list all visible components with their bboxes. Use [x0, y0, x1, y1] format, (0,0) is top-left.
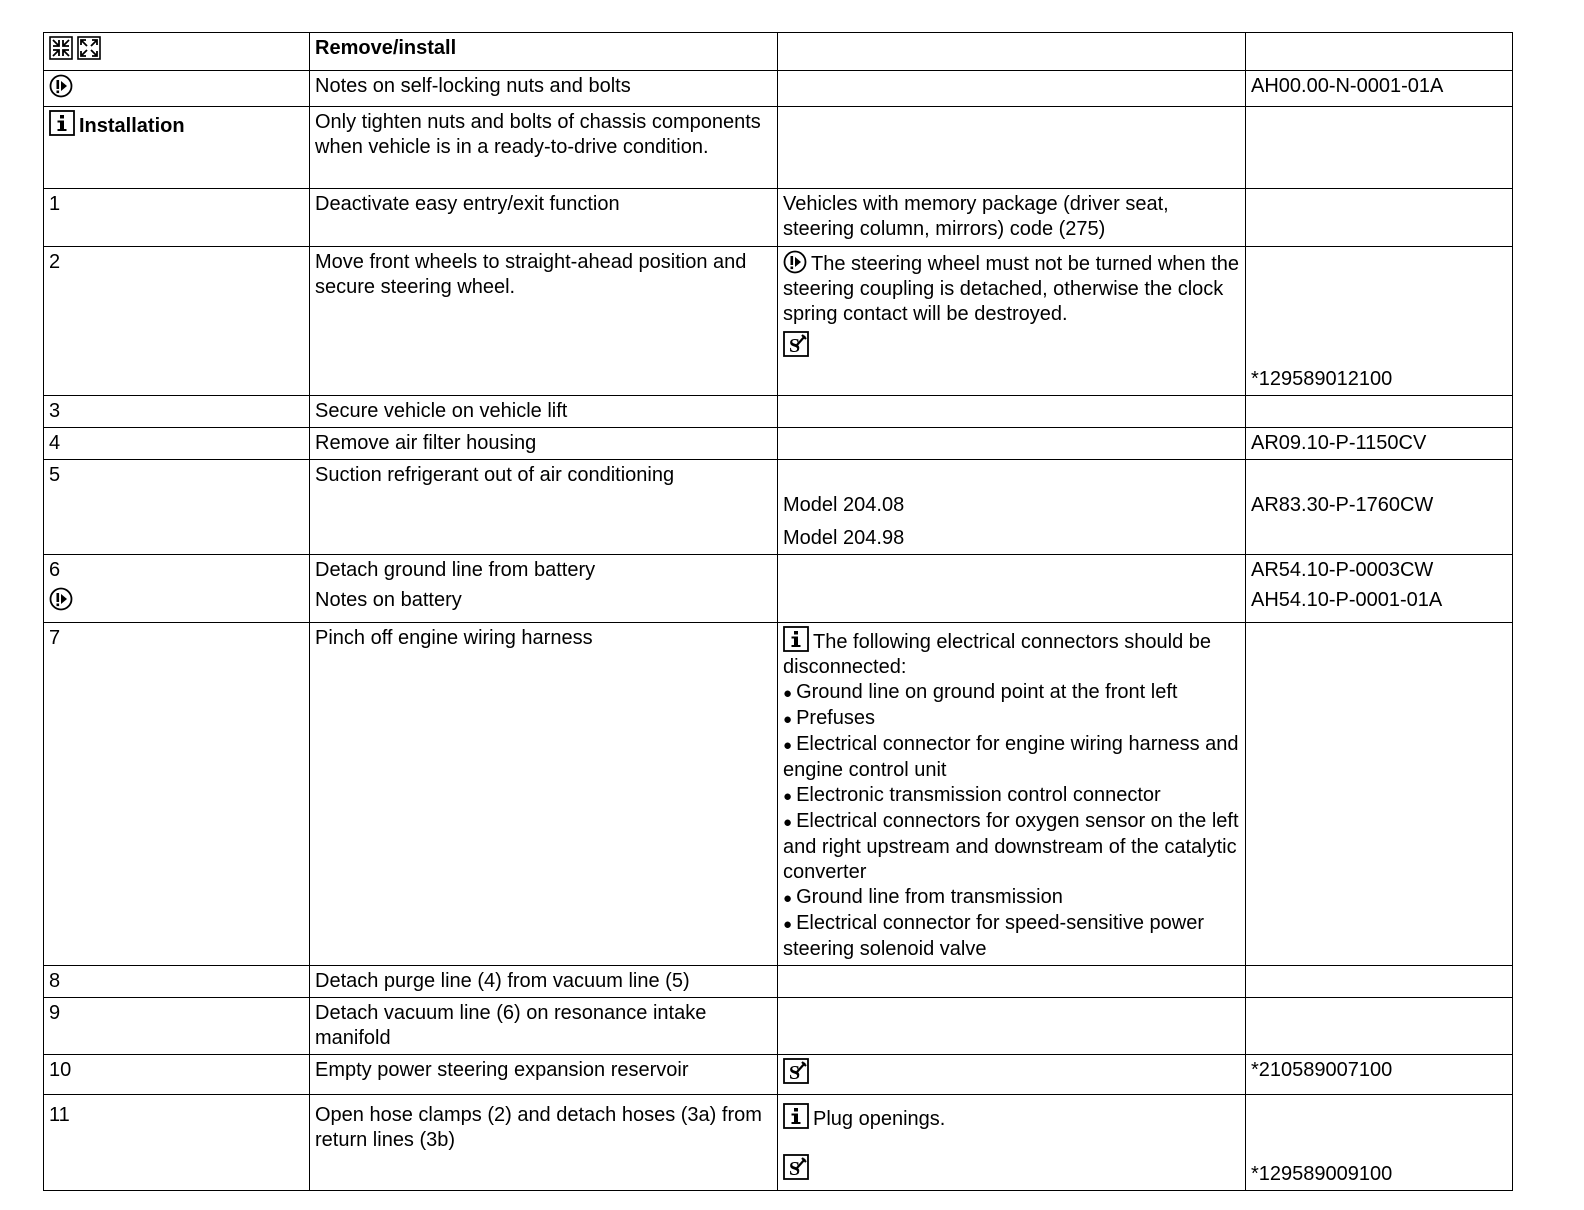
step-ref: [1246, 998, 1513, 1055]
step-ref-cell: [1246, 555, 1513, 623]
step-detail: Vehicles with memory package (driver seat, steering column, mirrors) code (275): [778, 189, 1246, 247]
model-b: Model 204.98: [783, 527, 905, 549]
step-number: 6: [49, 559, 61, 581]
procedure-table: [43, 32, 1513, 1191]
step-text-cell: [310, 555, 778, 623]
step-detail: [778, 428, 1246, 460]
notes-empty: [778, 71, 1246, 107]
step-detail: [778, 966, 1246, 998]
step-detail-intro: The following electrical connectors should be disconnected:: [783, 631, 1211, 678]
table-row: [44, 555, 1513, 623]
table-row: [44, 1095, 1513, 1191]
step-ref: [1246, 189, 1513, 247]
step-number: 9: [44, 998, 310, 1055]
table-row: [44, 396, 1513, 428]
svg-text:S: S: [789, 335, 801, 357]
step-ref: [1246, 623, 1513, 966]
bullet-item: ● Electrical connectors for oxygen sensor on the left and right upstream and downstream of the catalytic converter: [783, 809, 1240, 885]
step-detail-cell: [778, 247, 1246, 396]
installation-label: Installation: [79, 115, 185, 137]
install-icon: [77, 36, 101, 60]
step-ref: [1246, 966, 1513, 998]
table-row: [44, 428, 1513, 460]
step-ref[interactable]: AR83.30-P-1760CW: [1251, 494, 1434, 516]
step-detail-cell: [778, 623, 1246, 966]
step-text: Detach purge line (4) from vacuum line (5): [310, 966, 778, 998]
note-icon: [49, 587, 73, 611]
step-text: Move front wheels to straight-ahead position and secure steering wheel.: [310, 247, 778, 396]
step-detail: [778, 998, 1246, 1055]
table-row: [44, 998, 1513, 1055]
table-row: [44, 1055, 1513, 1095]
step-number: 5: [44, 460, 310, 555]
step-number: 3: [44, 396, 310, 428]
step-ref-cell: [1246, 460, 1513, 555]
step-number: 7: [44, 623, 310, 966]
step-ref[interactable]: *210589007100: [1246, 1055, 1513, 1095]
step-detail-cell: [778, 460, 1246, 555]
step-detail: The steering wheel must not be turned when the steering coupling is detached, otherwise the clock spring contact will be destroyed.: [783, 253, 1240, 325]
step-note-text: Notes on battery: [315, 589, 462, 611]
installation-empty-3: [778, 107, 1246, 189]
notes-text: Notes on self-locking nuts and bolts: [310, 71, 778, 107]
table-row: [44, 460, 1513, 555]
info-icon: [783, 626, 809, 652]
step-number: 10: [44, 1055, 310, 1095]
step-detail-cell: [778, 1095, 1246, 1191]
notes-ref[interactable]: AH00.00-N-0001-01A: [1246, 71, 1513, 107]
header-title: Remove/install: [310, 33, 778, 71]
remove-icon: [49, 36, 73, 60]
step-text: Detach ground line from battery: [315, 559, 596, 581]
special-tool-icon: [783, 331, 809, 357]
step-ref[interactable]: *129589009100: [1251, 1163, 1393, 1185]
notes-row: [44, 71, 1513, 107]
installation-empty-4: [1246, 107, 1513, 189]
installation-text: Only tighten nuts and bolts of chassis components when vehicle is in a ready-to-drive condition.: [310, 107, 778, 189]
step-detail: Plug openings.: [813, 1108, 946, 1130]
step-ref[interactable]: AR54.10-P-0003CW: [1251, 559, 1434, 581]
bullet-item: ● Electrical connector for speed-sensitive power steering solenoid valve: [783, 911, 1240, 962]
bullet-item: ● Electrical connector for engine wiring harness and engine control unit: [783, 732, 1240, 783]
step-ref: [1246, 396, 1513, 428]
step-text: Empty power steering expansion reservoir: [310, 1055, 778, 1095]
step-ref-cell: [1246, 1095, 1513, 1191]
bullet-item: ● Ground line from transmission: [783, 885, 1240, 911]
notes-icon-cell: [44, 71, 310, 107]
step-detail-cell: [778, 1055, 1246, 1095]
note-icon: [49, 74, 73, 98]
bullet-item: ● Electronic transmission control connector: [783, 783, 1240, 809]
info-icon: [49, 110, 75, 136]
model-a: Model 204.08: [783, 494, 905, 516]
step-text: Deactivate easy entry/exit function: [310, 189, 778, 247]
table-row: [44, 966, 1513, 998]
special-tool-icon: [783, 1058, 809, 1084]
bullet-item: ● Prefuses: [783, 706, 1240, 732]
table-row: [44, 623, 1513, 966]
header-empty-3: [778, 33, 1246, 71]
table-row: [44, 189, 1513, 247]
step-ref[interactable]: AR09.10-P-1150CV: [1246, 428, 1513, 460]
step-text: Secure vehicle on vehicle lift: [310, 396, 778, 428]
svg-text:S: S: [789, 1158, 801, 1180]
step-detail: [778, 396, 1246, 428]
header-row: [44, 33, 1513, 71]
step-number: 11: [44, 1095, 310, 1191]
step-text: Detach vacuum line (6) on resonance intake manifold: [310, 998, 778, 1055]
note-icon: [783, 250, 807, 274]
step-note-ref[interactable]: AH54.10-P-0001-01A: [1251, 589, 1443, 611]
svg-text:S: S: [789, 1062, 801, 1084]
header-empty-4: [1246, 33, 1513, 71]
step-text: Pinch off engine wiring harness: [310, 623, 778, 966]
installation-row: [44, 107, 1513, 189]
bullet-item: ● Ground line on ground point at the front left: [783, 680, 1240, 706]
step-text: Suction refrigerant out of air conditioning: [310, 460, 778, 555]
step-number: 2: [44, 247, 310, 396]
installation-label-cell: [44, 107, 310, 189]
step-number: 4: [44, 428, 310, 460]
step-text: Remove air filter housing: [310, 428, 778, 460]
step-number: 8: [44, 966, 310, 998]
step-detail: [778, 555, 1246, 623]
step-ref[interactable]: *129589012100: [1251, 368, 1393, 390]
step-text: Open hose clamps (2) and detach hoses (3a) from return lines (3b): [310, 1095, 778, 1191]
header-icons-cell: [44, 33, 310, 71]
table-row: [44, 247, 1513, 396]
info-icon: [783, 1103, 809, 1129]
step-number-cell: [44, 555, 310, 623]
step-ref-cell: [1246, 247, 1513, 396]
step-number: 1: [44, 189, 310, 247]
special-tool-icon: [783, 1154, 809, 1180]
